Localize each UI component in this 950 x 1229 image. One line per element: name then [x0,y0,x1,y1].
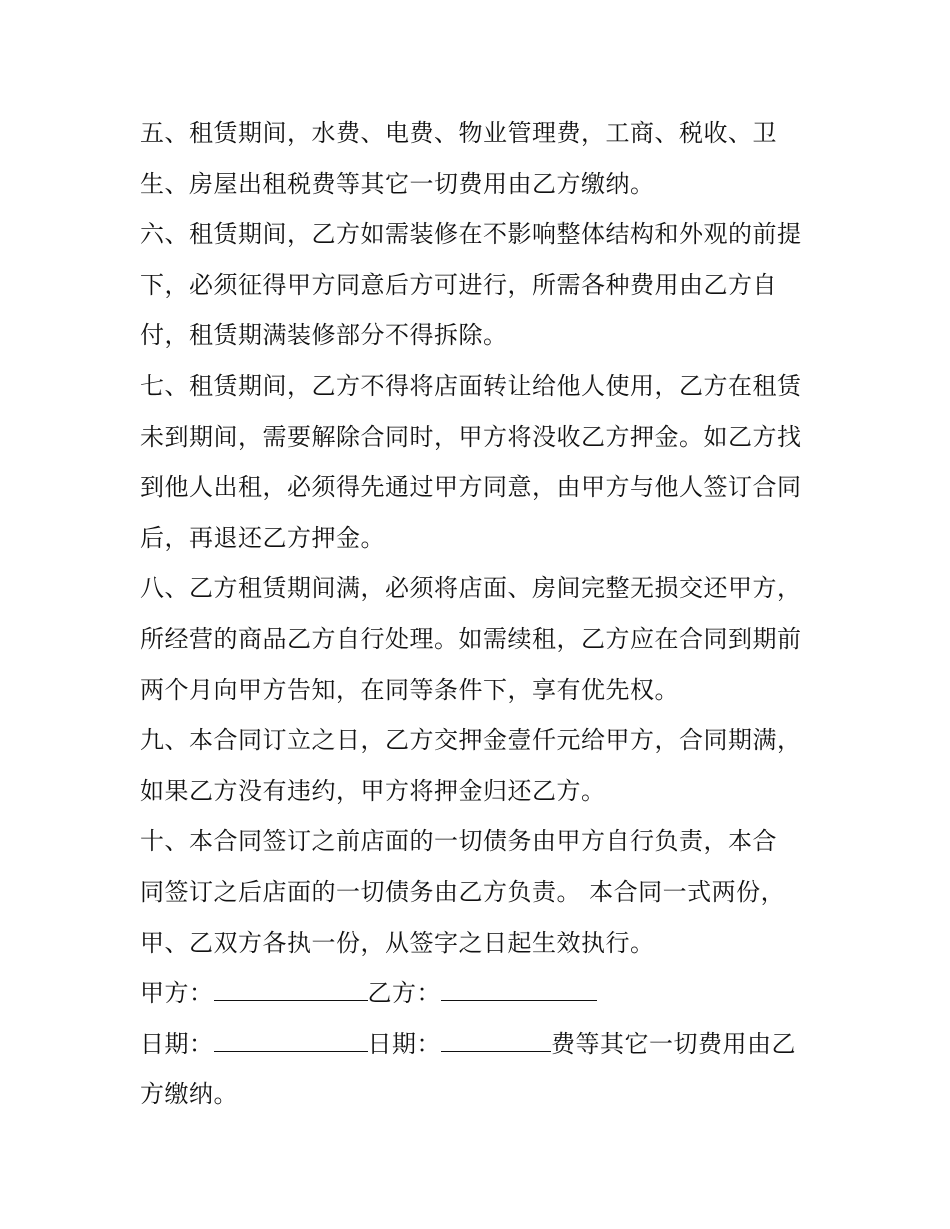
clause-5 [140,108,820,209]
party-b-label: 乙方： [367,979,441,1008]
date-b-label: 日期： [367,1029,441,1058]
clause-line: 所经营的商品乙方自行处理。如需续租，乙方应在合同到期前 [140,624,802,653]
party-a-label: 甲方： [140,979,214,1008]
clause-line: 甲、乙双方各执一份，从签字之日起生效执行。 [140,928,655,957]
clause-9 [140,715,820,816]
clause-line: 到他人出租，必须得先通过甲方同意，由甲方与他人签订合同 [140,473,802,502]
contract-page [140,108,820,1118]
clause-6 [140,209,820,361]
signature-row-parties [140,968,820,1019]
trailing-text: 费等其它一切费用由乙 [551,1029,796,1058]
clause-line: 同签订之后店面的一切债务由乙方负责。 本合同一式两份， [140,877,786,906]
clause-line: 两个月向甲方告知，在同等条件下，享有优先权。 [140,675,679,704]
clause-line: 付，租赁期满装修部分不得拆除。 [140,321,508,350]
signature-row-dates [140,1019,820,1070]
clause-line: 九、本合同订立之日，乙方交押金壹仟元给甲方，合同期满， [140,726,802,755]
date-a-blank[interactable] [214,1023,368,1052]
party-a-signature-blank[interactable] [214,972,368,1001]
clause-line: 七、租赁期间，乙方不得将店面转让给他人使用，乙方在租赁 [140,371,802,400]
clause-8 [140,563,820,715]
clause-line: 未到期间，需要解除合同时，甲方将没收乙方押金。如乙方找 [140,422,802,451]
clause-line: 生、房屋出租税费等其它一切费用由乙方缴纳。 [140,169,655,198]
clause-line: 六、租赁期间，乙方如需装修在不影响整体结构和外观的前提 [140,220,802,249]
date-a-label: 日期： [140,1029,214,1058]
clause-line: 如果乙方没有违约，甲方将押金归还乙方。 [140,776,606,805]
clause-line: 五、租赁期间，水费、电费、物业管理费，工商、税收、卫 [140,119,777,147]
clause-line: 后，再退还乙方押金。 [140,523,385,552]
clause-line: 下，必须征得甲方同意后方可进行，所需各种费用由乙方自 [140,270,777,299]
date-b-blank[interactable] [441,1023,551,1052]
trailing-text-line: 方缴纳。 [140,1080,238,1109]
clause-line: 十、本合同签订之前店面的一切债务由甲方自行负责，本合 [140,827,777,856]
clause-10 [140,816,820,968]
clause-line: 八、乙方租赁期间满，必须将店面、房间完整无损交还甲方， [140,574,802,603]
clause-7 [140,361,820,563]
party-b-signature-blank[interactable] [441,972,597,1001]
